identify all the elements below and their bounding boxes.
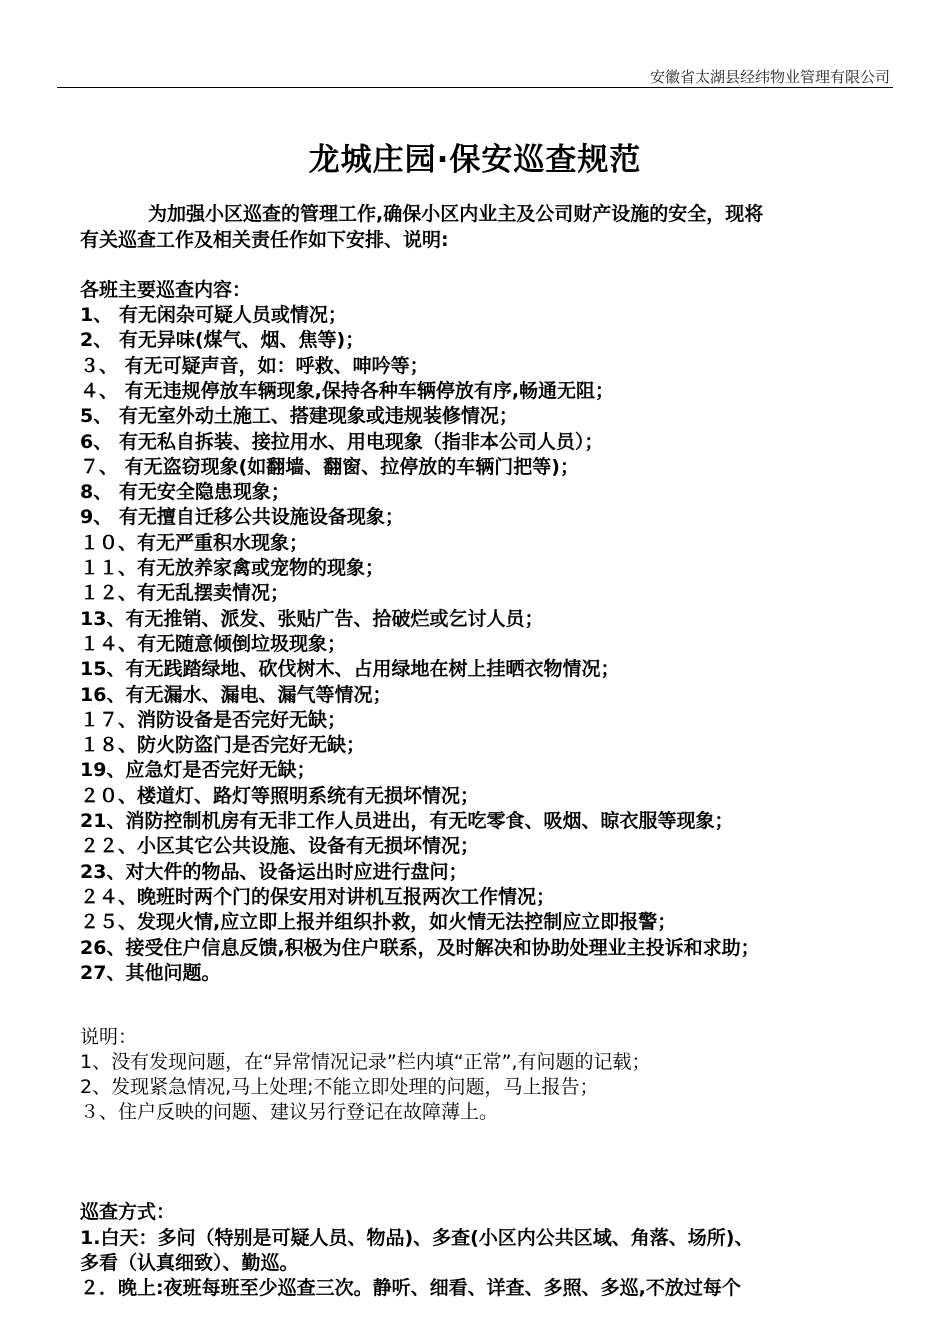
- method-line: ２．晚上:夜班每班至少巡查三次。静听、细看、详查、多照、多巡,不放过每个: [80, 1277, 741, 1299]
- patrol-item: 5、 有无室外动土施工、搭建现象或违规装修情况；: [80, 405, 518, 428]
- patrol-item: 1、 有无闲杂可疑人员或情况；: [80, 304, 347, 326]
- method-line: 多看（认真细致）、勤巡。: [80, 1252, 299, 1274]
- patrol-item: 6、 有无私自拆装、接拉用水、用电现象（指非本公司人员）；: [80, 430, 604, 453]
- intro-line-2: 有关巡查工作及相关责任作如下安排、说明:: [80, 229, 449, 251]
- patrol-item: １４、有无随意倾倒垃圾现象；: [80, 632, 347, 655]
- patrol-item: 2、 有无异味(煤气、烟、焦等)；: [80, 329, 365, 352]
- patrol-item: ２０、楼道灯、路灯等照明系统有无损坏情况；: [80, 784, 480, 807]
- note-item: 1、没有发现问题，在“异常情况记录”栏内填“正常”,有问题的记载；: [80, 1051, 651, 1073]
- patrol-item: 8、 有无安全隐患现象；: [80, 481, 290, 504]
- document-title: 龙城庄园·保安巡查规范: [308, 142, 642, 178]
- patrol-item: 13、有无推销、派发、张贴广告、拾破烂或乞讨人员；: [80, 607, 544, 630]
- method-heading: 巡查方式：: [80, 1201, 176, 1223]
- patrol-item: ３、 有无可疑声音，如：呼救、呻吟等；: [80, 354, 429, 377]
- company-header: 安徽省太湖县经纬物业管理有限公司: [649, 68, 890, 86]
- patrol-item: ２５、发现火情,应立即上报并组织扑救，如火情无法控制应立即报警；: [80, 911, 677, 934]
- patrol-item: ４、 有无违规停放车辆现象,保持各种车辆停放有序,畅通无阻；: [80, 379, 615, 402]
- patrol-item: ２４、晚班时两个门的保安用对讲机互报两次工作情况；: [80, 885, 556, 908]
- patrol-item: １１、有无放养家禽或宠物的现象；: [80, 557, 385, 579]
- patrol-item: ７、 有无盗窃现象(如翻墙、翻窗、拉停放的车辆门把等)；: [80, 455, 579, 478]
- intro-line-1: 为加强小区巡查的管理工作,确保小区内业主及公司财产设施的安全，现将: [148, 203, 764, 225]
- patrol-item: 23、对大件的物品、设备运出时应进行盘问；: [80, 860, 468, 883]
- patrol-item: 15、有无践踏绿地、砍伐树木、占用绿地在树上挂晒衣物情况；: [80, 658, 620, 681]
- patrol-item: 21、消防控制机房有无非工作人员进出，有无吃零食、吸烟、晾衣服等现象；: [80, 810, 734, 832]
- patrol-item: １２、有无乱摆卖情况；: [80, 582, 290, 605]
- patrol-item: 26、接受住户信息反馈,积极为住户联系，及时解决和协助处理业主投诉和求助；: [80, 936, 760, 959]
- patrol-item: １０、有无严重积水现象；: [80, 531, 309, 554]
- patrol-item: 27、其他问题。: [80, 961, 221, 984]
- note-item: 2、发现紧急情况,马上处理;不能立即处理的问题，马上报告；: [80, 1076, 599, 1098]
- patrol-item: 9、 有无擅自迁移公共设施设备现象；: [80, 506, 404, 529]
- method-line: 1.白天：多问（特别是可疑人员、物品)、多查(小区内公共区域、角落、场所)、: [80, 1227, 754, 1249]
- patrol-item: 16、有无漏水、漏电、漏气等情况；: [80, 683, 392, 706]
- header-rule: [57, 87, 893, 88]
- patrol-item: １７、消防设备是否完好无缺；: [80, 708, 347, 731]
- patrol-item: ２２、小区其它公共设施、设备有无损坏情况；: [80, 835, 480, 858]
- patrol-item: １８、防火防盗门是否完好无缺；: [80, 734, 366, 757]
- patrol-heading: 各班主要巡查内容：: [80, 279, 252, 301]
- notes-heading: 说明：: [80, 1026, 138, 1048]
- patrol-item: 19、应急灯是否完好无缺；: [80, 759, 316, 782]
- note-item: ３、住户反映的问题、建议另行登记在故障薄上。: [80, 1101, 499, 1123]
